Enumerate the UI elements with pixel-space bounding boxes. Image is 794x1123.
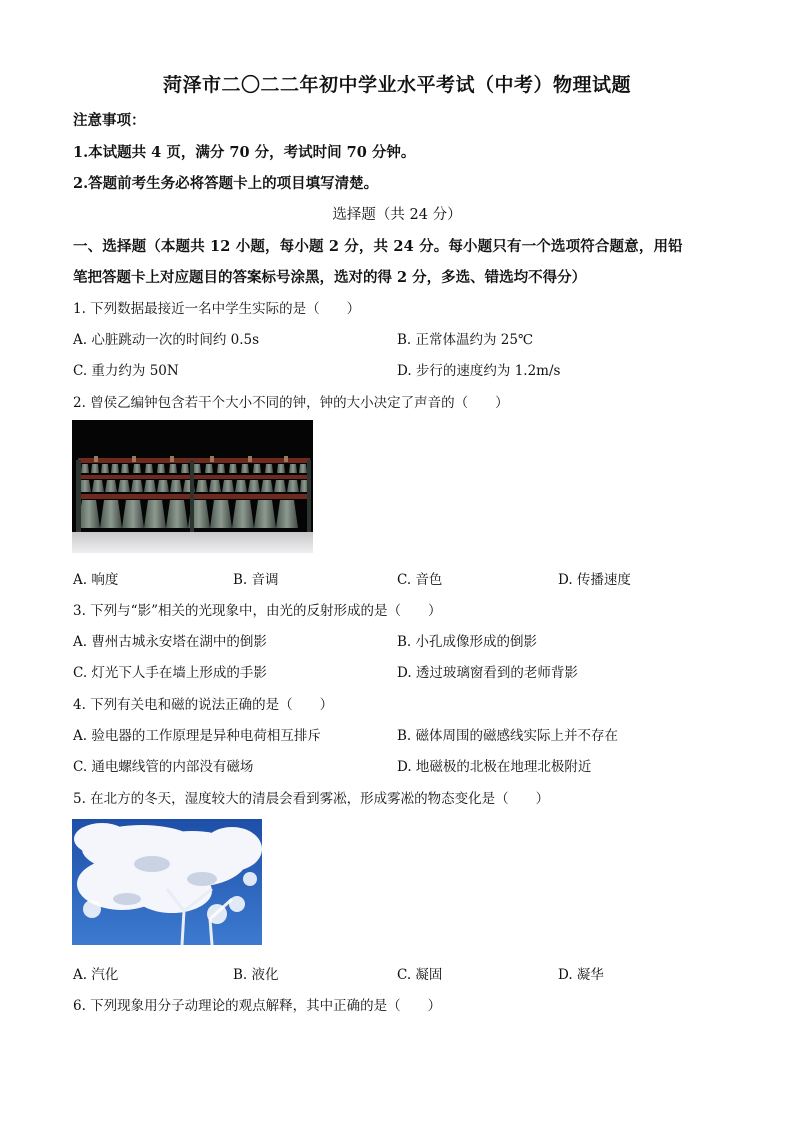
section-instruction-line1: 一、选择题（本题共 12 小题，每小题 2 分，共 24 分。每小题只有一个选项符合题意，用铅	[73, 238, 683, 255]
question-1-option-c: C. 重力约为 50N	[73, 363, 179, 379]
question-4-option-a: A. 验电器的工作原理是异种电荷相互排斥	[73, 728, 321, 744]
question-1-stem: 1. 下列数据最接近一名中学生实际的是（ ）	[73, 301, 361, 317]
question-2-option-d: D. 传播速度	[558, 572, 631, 588]
question-2-option-a: A. 响度	[73, 572, 119, 588]
question-3-option-a: A. 曹州古城永安塔在湖中的倒影	[73, 634, 267, 650]
question-2-option-c: C. 音色	[397, 572, 443, 588]
notes-item-2: 2.答题前考生务必将答题卡上的项目填写清楚。	[73, 175, 379, 192]
section-instruction-line2: 笔把答题卡上对应题目的答案标号涂黑，选对的得 2 分，多选、错选均不得分）	[73, 269, 587, 286]
question-3-option-d: D. 透过玻璃窗看到的老师背影	[397, 665, 578, 681]
question-4-stem: 4. 下列有关电和磁的说法正确的是（ ）	[73, 697, 334, 713]
question-3-stem: 3. 下列与“影”相关的光现象中，由光的反射形成的是（ ）	[73, 603, 442, 619]
question-4-option-b: B. 磁体周围的磁感线实际上并不存在	[397, 728, 619, 744]
page-title: 菏泽市二〇二二年初中学业水平考试（中考）物理试题	[162, 74, 631, 96]
question-4-option-c: C. 通电螺线管的内部没有磁场	[73, 759, 254, 775]
question-4-option-d: D. 地磁极的北极在地理北极附近	[397, 759, 592, 775]
notes-item-1: 1.本试题共 4 页，满分 70 分，考试时间 70 分钟。	[73, 144, 416, 161]
question-5-option-b: B. 液化	[233, 967, 279, 983]
question-2-option-b: B. 音调	[233, 572, 279, 588]
question-1-option-a: A. 心脏跳动一次的时间约 0.5s	[73, 332, 260, 348]
question-2-stem: 2. 曾侯乙编钟包含若干个大小不同的钟，钟的大小决定了声音的（ ）	[73, 395, 509, 411]
question-3-option-c: C. 灯光下人手在墙上形成的手影	[73, 665, 267, 681]
bianzhong-bells-photo	[72, 420, 313, 553]
question-3-option-b: B. 小孔成像形成的倒影	[397, 634, 538, 650]
section-title: 选择题（共 24 分）	[332, 207, 462, 223]
question-5-option-d: D. 凝华	[558, 967, 604, 983]
question-5-stem: 5. 在北方的冬天，湿度较大的清晨会看到雾凇，形成雾凇的物态变化是（ ）	[73, 791, 550, 807]
question-6-stem: 6. 下列现象用分子动理论的观点解释，其中正确的是（ ）	[73, 998, 442, 1014]
notes-heading: 注意事项：	[73, 112, 146, 129]
question-5-option-c: C. 凝固	[397, 967, 443, 983]
question-1-option-d: D. 步行的速度约为 1.2m/s	[397, 363, 561, 379]
rime-frost-tree-photo	[72, 819, 262, 945]
question-5-option-a: A. 汽化	[73, 967, 119, 983]
question-1-option-b: B. 正常体温约为 25℃	[397, 332, 534, 348]
